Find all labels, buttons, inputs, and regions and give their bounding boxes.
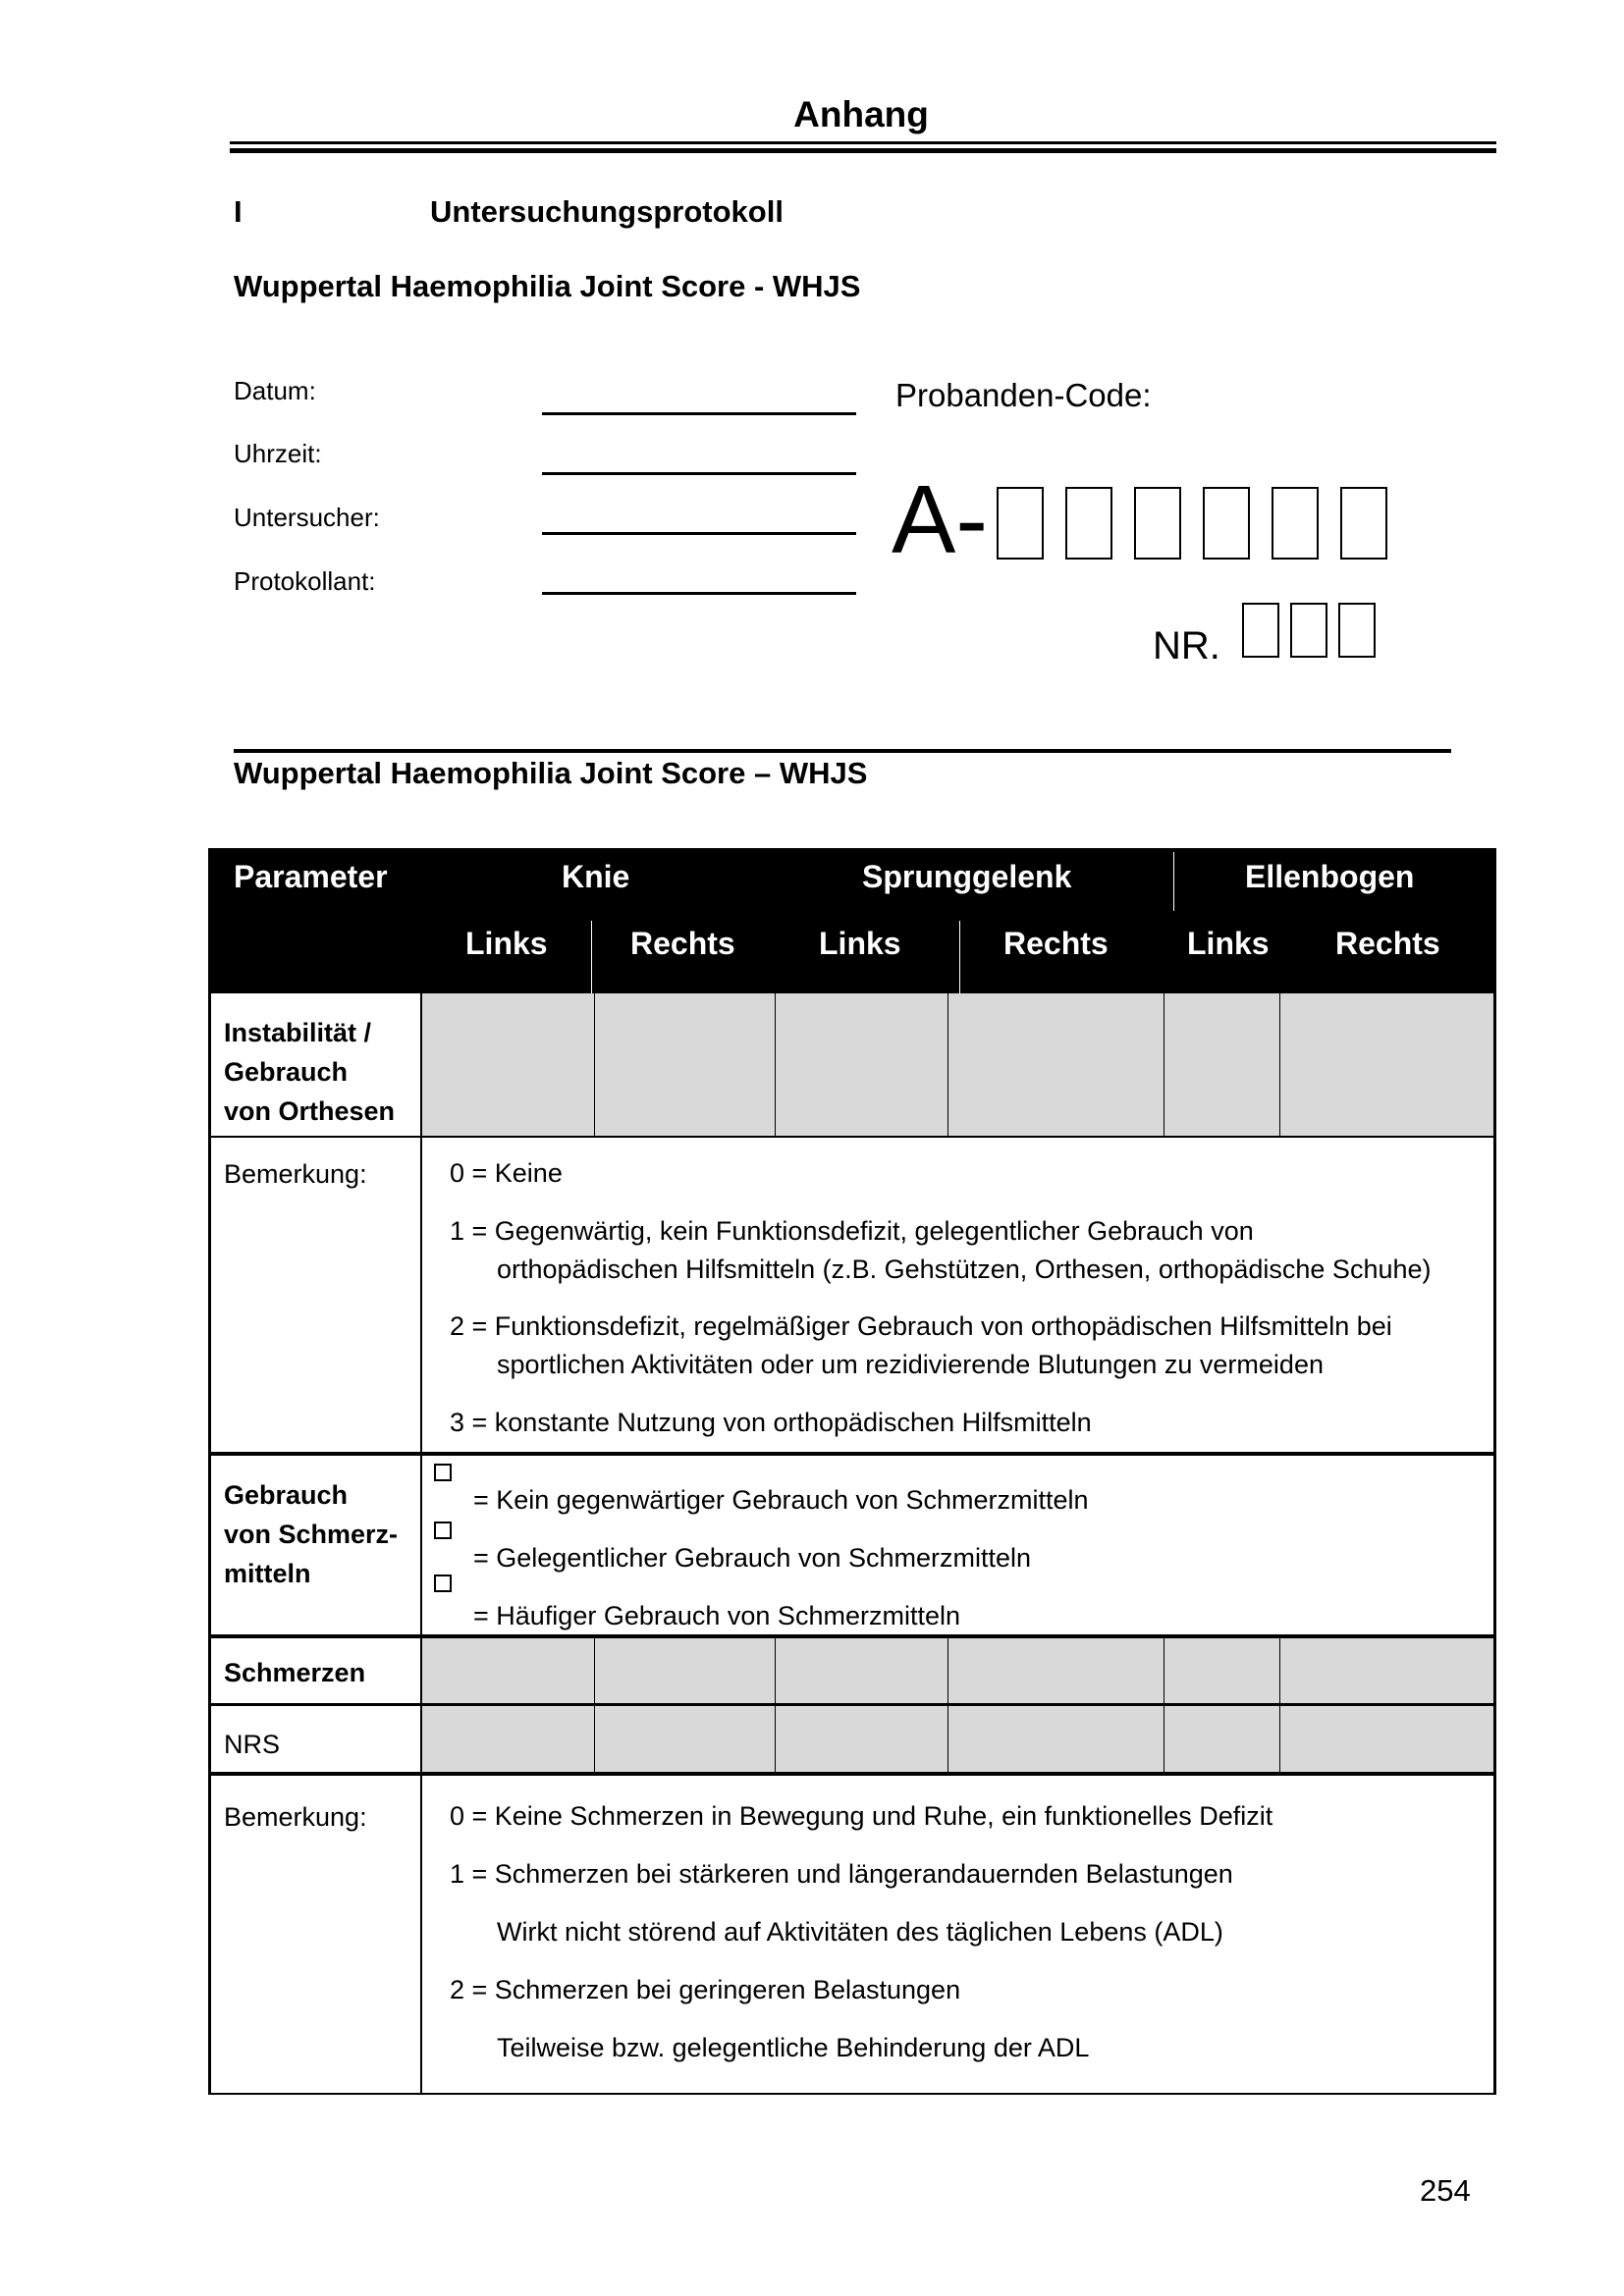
row-label-nrs: NRS	[224, 1730, 281, 1759]
note-line: 0 = Keine	[450, 1158, 563, 1188]
instabilitaet-knie-rechts-input[interactable]	[595, 993, 776, 1136]
note-line: Wirkt nicht störend auf Aktivitäten des täglichen Lebens (ADL)	[497, 1917, 1223, 1947]
row-divider	[208, 1772, 1496, 1776]
bemerkung-label: Bemerkung:	[224, 1159, 367, 1189]
option-gelegentlich-label: = Gelegentlicher Gebrauch von Schmerzmitteln	[473, 1543, 1032, 1573]
note-line: sportlichen Aktivitäten oder um rezidivierende Blutungen zu vermeiden	[497, 1350, 1324, 1379]
nrs-sprunggelenk-rechts-input[interactable]	[948, 1706, 1164, 1772]
cell-divider	[1279, 993, 1280, 1136]
code-digit-box[interactable]	[997, 487, 1044, 560]
header-divider	[1173, 852, 1174, 911]
schmerzen-ellenbogen-rechts-input[interactable]	[1280, 1638, 1494, 1703]
instabilitaet-ellenbogen-links-input[interactable]	[1164, 993, 1280, 1136]
field-label-datum: Datum:	[234, 376, 316, 405]
cell-divider	[594, 1638, 595, 1703]
table-bottom-border	[208, 2093, 1496, 2095]
nrs-ellenbogen-rechts-input[interactable]	[1280, 1706, 1494, 1772]
field-label-untersucher: Untersucher:	[234, 503, 380, 532]
header-knie-rechts: Rechts	[630, 926, 735, 961]
row-label-schmerzmittel: Gebrauch von Schmerz- mitteln	[224, 1480, 399, 1588]
header-rule-thick	[230, 148, 1496, 153]
table-header	[208, 848, 1496, 993]
proband-code-label: Probanden-Code:	[895, 377, 1152, 413]
row-divider	[208, 1452, 1496, 1456]
code-digit-box[interactable]	[1065, 487, 1112, 560]
code-digit-box[interactable]	[1272, 487, 1319, 560]
row-label-schmerzen: Schmerzen	[224, 1658, 366, 1687]
header-rule-thin	[230, 141, 1496, 144]
code-digit-box[interactable]	[1134, 487, 1181, 560]
checkbox-gelegentlich[interactable]	[434, 1522, 452, 1539]
cell-divider	[947, 1638, 948, 1703]
header-sprunggelenk-rechts: Rechts	[1003, 926, 1109, 961]
instabilitaet-sprunggelenk-rechts-input[interactable]	[948, 993, 1164, 1136]
schmerzen-sprunggelenk-rechts-input[interactable]	[948, 1638, 1164, 1703]
header-ellenbogen-links: Links	[1187, 926, 1270, 961]
header-divider	[591, 921, 592, 993]
schmerzen-knie-links-input[interactable]	[422, 1638, 595, 1703]
nr-digit-box[interactable]	[1290, 603, 1327, 658]
label-column-divider	[420, 993, 422, 2095]
section-number: I	[234, 194, 243, 229]
nrs-sprunggelenk-links-input[interactable]	[776, 1706, 948, 1772]
schmerzen-ellenbogen-links-input[interactable]	[1164, 1638, 1280, 1703]
cell-divider	[594, 1706, 595, 1772]
page-number: 254	[1420, 2173, 1471, 2208]
note-line: 0 = Keine Schmerzen in Bewegung und Ruhe, ein funktionelles Defizit	[450, 1801, 1273, 1831]
datum-input-line[interactable]	[542, 412, 856, 415]
table-right-border	[1493, 848, 1496, 2095]
section-title: Untersuchungsprotokoll	[430, 194, 784, 229]
nr-digit-box[interactable]	[1338, 603, 1376, 658]
cell-divider	[947, 1706, 948, 1772]
proband-code-prefix: A-	[892, 465, 988, 573]
header-sprunggelenk: Sprunggelenk	[862, 859, 1072, 894]
nrs-ellenbogen-links-input[interactable]	[1164, 1706, 1280, 1772]
untersucher-input-line[interactable]	[542, 532, 856, 535]
header-knie: Knie	[562, 859, 630, 894]
nr-label: NR.	[1153, 624, 1220, 667]
bemerkung-label: Bemerkung:	[224, 1802, 367, 1832]
cell-divider	[775, 1706, 776, 1772]
header-ellenbogen: Ellenbogen	[1245, 859, 1415, 894]
nrs-knie-links-input[interactable]	[422, 1706, 595, 1772]
instabilitaet-sprunggelenk-links-input[interactable]	[776, 993, 948, 1136]
note-line: orthopädischen Hilfsmitteln (z.B. Gehstützen, Orthesen, orthopädische Schuhe)	[497, 1255, 1432, 1284]
header-ellenbogen-rechts: Rechts	[1335, 926, 1440, 961]
cell-divider	[594, 993, 595, 1136]
header-sprunggelenk-links: Links	[819, 926, 901, 961]
cell-divider	[775, 993, 776, 1136]
protokollant-input-line[interactable]	[542, 592, 856, 595]
instabilitaet-knie-links-input[interactable]	[422, 993, 595, 1136]
nrs-knie-rechts-input[interactable]	[595, 1706, 776, 1772]
schmerzen-knie-rechts-input[interactable]	[595, 1638, 776, 1703]
form-subtitle: Wuppertal Haemophilia Joint Score - WHJS	[234, 269, 861, 303]
option-kein-gebrauch-label: = Kein gegenwärtiger Gebrauch von Schmerzmitteln	[473, 1485, 1089, 1515]
note-line: 2 = Funktionsdefizit, regelmäßiger Gebrauch von orthopädischen Hilfsmitteln bei	[450, 1311, 1392, 1341]
row-divider	[208, 1136, 1496, 1138]
schmerzen-sprunggelenk-links-input[interactable]	[776, 1638, 948, 1703]
note-line: 2 = Schmerzen bei geringeren Belastungen	[450, 1975, 961, 2004]
table-left-border	[208, 848, 211, 2095]
row-label-instabilitaet: Instabilität / Gebrauch von Orthesen	[224, 1018, 396, 1126]
cell-divider	[1279, 1706, 1280, 1772]
note-line: Teilweise bzw. gelegentliche Behinderung der ADL	[497, 2033, 1090, 2062]
cell-divider	[947, 993, 948, 1136]
cell-divider	[1279, 1638, 1280, 1703]
field-label-uhrzeit: Uhrzeit:	[234, 439, 322, 468]
note-line: 3 = konstante Nutzung von orthopädischen Hilfsmitteln	[450, 1408, 1092, 1437]
page-header-title: Anhang	[793, 94, 929, 134]
instabilitaet-ellenbogen-rechts-input[interactable]	[1280, 993, 1494, 1136]
checkbox-kein-gebrauch[interactable]	[434, 1464, 452, 1481]
note-line: 1 = Gegenwärtig, kein Funktionsdefizit, gelegentlicher Gebrauch von	[450, 1216, 1254, 1246]
code-digit-box[interactable]	[1203, 487, 1250, 560]
checkbox-haeufig[interactable]	[434, 1575, 452, 1592]
uhrzeit-input-line[interactable]	[542, 472, 856, 475]
code-digit-box[interactable]	[1340, 487, 1387, 560]
header-knie-links: Links	[465, 926, 548, 961]
note-line: 1 = Schmerzen bei stärkeren und längerandauernden Belastungen	[450, 1859, 1233, 1889]
field-label-protokollant: Protokollant:	[234, 566, 376, 596]
section-divider	[234, 749, 1451, 753]
header-divider	[959, 921, 960, 993]
nr-digit-box[interactable]	[1242, 603, 1279, 658]
table-title: Wuppertal Haemophilia Joint Score – WHJS	[234, 756, 868, 790]
cell-divider	[775, 1638, 776, 1703]
header-parameter: Parameter	[234, 859, 388, 894]
option-haeufig-label: = Häufiger Gebrauch von Schmerzmitteln	[473, 1601, 960, 1630]
